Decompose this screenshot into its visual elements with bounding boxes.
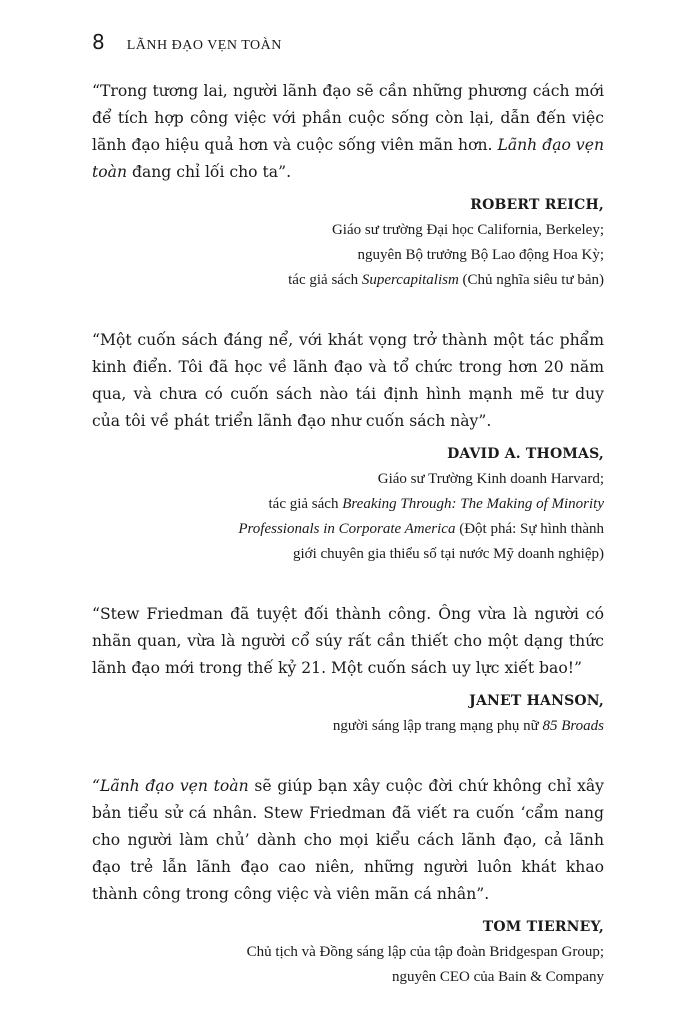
attribution [92, 914, 604, 990]
quote-text: “Lãnh đạo vẹn toàn sẽ giúp bạn xây cuộc đời chứ không chỉ xây bản tiểu sử cá nhân. Stew Friedman đã viết ra cuốn ‘cẩm nang cho người làm chủ’ dành cho mọi kiểu cách lãnh đạo, cả lãnh đạo trẻ lẫn lãnh đạo cao niên, những người luôn khát khao thành công trong công việc và viên mãn cá nhân”. [92, 777, 604, 903]
endorsement-3 [92, 601, 604, 739]
page-number: 8 [92, 30, 105, 54]
endorsement-4 [92, 773, 604, 990]
attribution [92, 192, 604, 293]
author-name: TOM TIERNEY, [482, 919, 604, 935]
author-role: Giáo sư trường Đại học California, Berkeley; [331, 222, 604, 238]
author-role: tác giả sách Supercapitalism (Chủ nghĩa siêu tư bản) [288, 272, 604, 288]
endorsement-1 [92, 78, 604, 293]
author-name: DAVID A. THOMAS, [447, 446, 604, 462]
endorsements [92, 78, 604, 1024]
attribution [92, 688, 604, 739]
quote-text: “Một cuốn sách đáng nể, với khát vọng trở thành một tác phẩm kinh điển. Tôi đã học về lãnh đạo và tổ chức trong hơn 20 năm qua, và chưa có cuốn sách nào tái định hình mạnh mẽ tư duy của tôi về phát triển lãnh đạo như cuốn sách này”. [92, 331, 604, 430]
author-role: Professionals in Corporate America (Đột phá: Sự hình thành [238, 521, 604, 537]
author-role: Chủ tịch và Đồng sáng lập của tập đoàn Bridgespan Group; [246, 944, 604, 960]
attribution [92, 441, 604, 567]
author-role: tác giả sách Breaking Through: The Making of Minority [268, 496, 604, 512]
running-title: LÃNH ĐẠO VẸN TOÀN [126, 38, 282, 53]
author-name: ROBERT REICH, [470, 197, 604, 213]
author-role: Giáo sư Trường Kinh doanh Harvard; [377, 471, 604, 487]
author-role: giới chuyên gia thiểu số tại nước Mỹ doanh nghiệp) [292, 546, 604, 562]
endorsement-2 [92, 327, 604, 567]
author-role: nguyên Bộ trưởng Bộ Lao động Hoa Kỳ; [357, 247, 604, 263]
author-role: người sáng lập trang mạng phụ nữ 85 Broads [332, 718, 604, 734]
author-role: nguyên CEO của Bain & Company [391, 969, 604, 985]
author-name: JANET HANSON, [469, 693, 604, 709]
quote-text: “Stew Friedman đã tuyệt đối thành công. Ông vừa là người có nhãn quan, vừa là người cổ súy rất cần thiết cho một dạng thức lãnh đạo mới trong thế kỷ 21. Một cuốn sách uy lực xiết bao!” [92, 605, 604, 677]
page-header [92, 30, 282, 54]
quote-text: “Trong tương lai, người lãnh đạo sẽ cần những phương cách mới để tích hợp công việc với phần cuộc sống còn lại, dẫn đến việc lãnh đạo hiệu quả hơn và cuộc sống viên mãn hơn. Lãnh đạo vẹn toàn đang chỉ lối cho ta”. [92, 82, 604, 181]
